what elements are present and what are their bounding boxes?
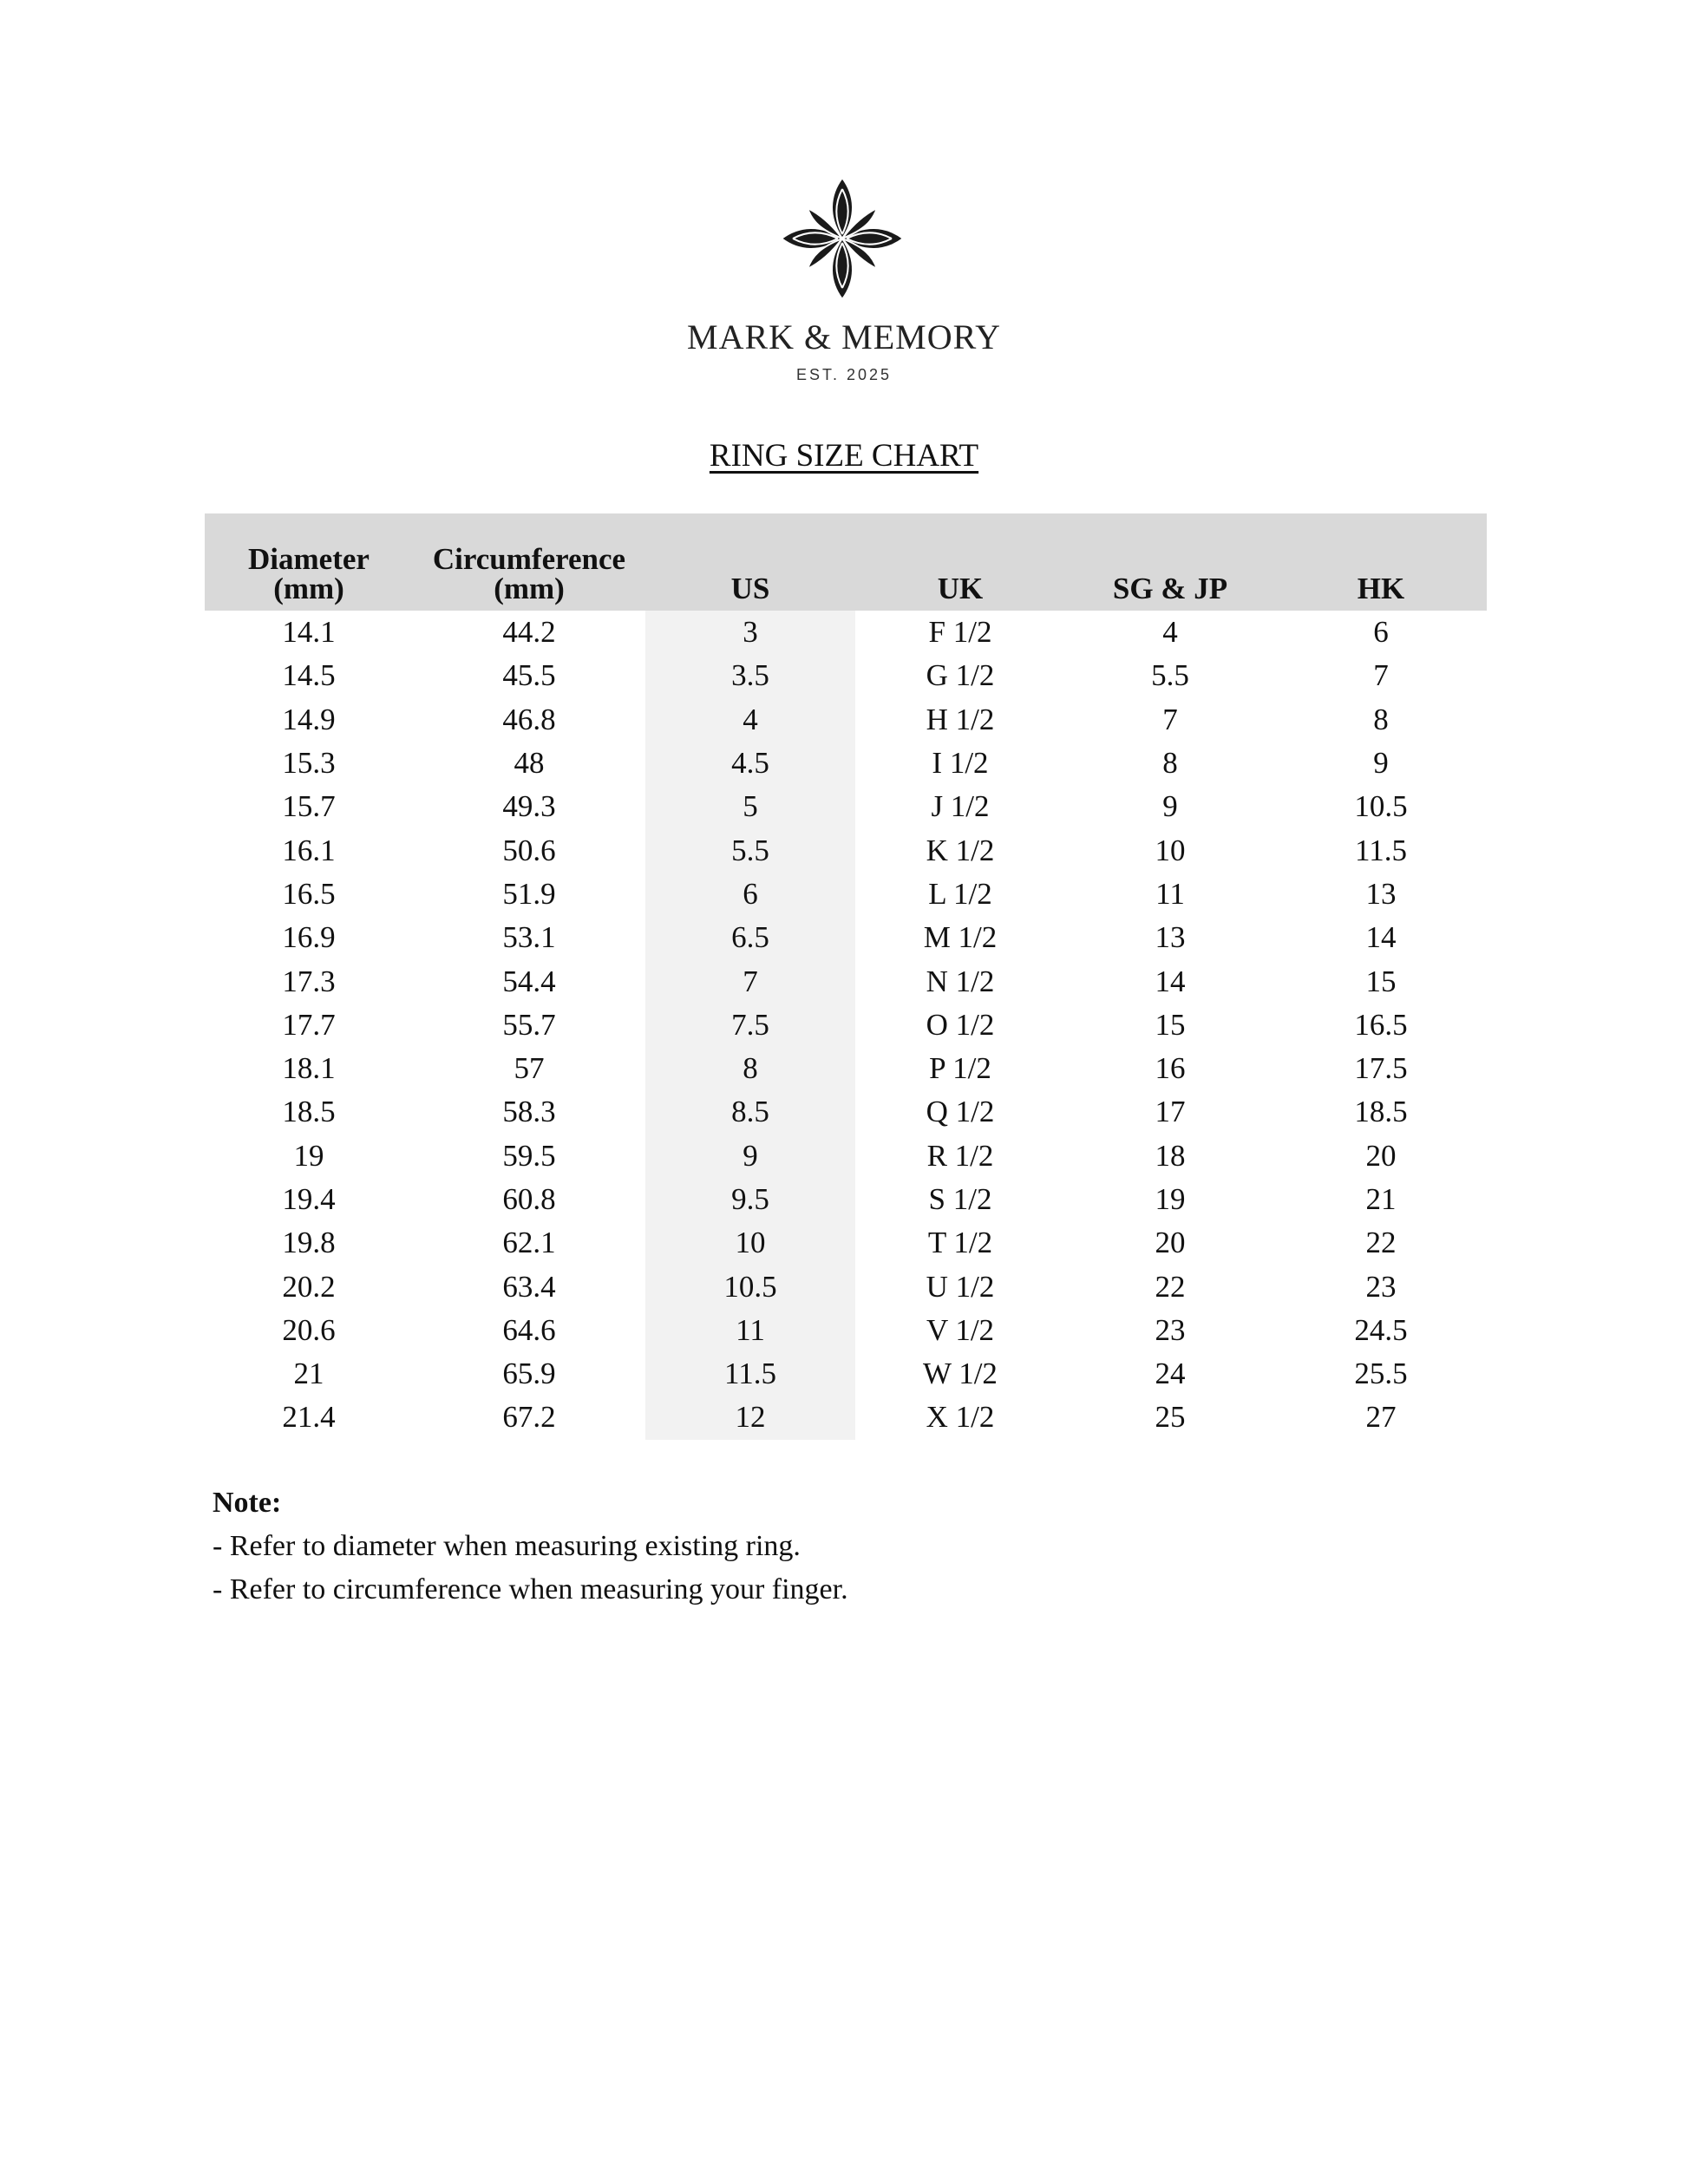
- cell-uk: L 1/2: [928, 876, 992, 911]
- note-item: - Refer to diameter when measuring existing ring.: [213, 1530, 801, 1562]
- table-row: [205, 654, 1487, 697]
- table-row: [205, 698, 1487, 742]
- cell-diameter: 16.9: [282, 920, 336, 955]
- cell-hk: 17.5: [1354, 1051, 1408, 1086]
- notes: [213, 1481, 848, 1612]
- table-row: [205, 742, 1487, 785]
- cell-sg-jp: 24: [1155, 1357, 1186, 1391]
- cell-sg-jp: 5.5: [1151, 658, 1189, 693]
- cell-circumference: 50.6: [502, 833, 556, 867]
- header-hk: HK: [1357, 572, 1405, 605]
- cell-uk: M 1/2: [923, 920, 998, 955]
- cell-uk: X 1/2: [926, 1400, 995, 1435]
- ring-size-table: [205, 513, 1487, 1440]
- header-us: US: [730, 572, 770, 605]
- table-row: [205, 1047, 1487, 1090]
- cell-hk: 27: [1365, 1400, 1397, 1435]
- cell-hk: 16.5: [1354, 1007, 1408, 1042]
- page-title: RING SIZE CHART: [709, 438, 979, 474]
- cell-diameter: 15.7: [282, 789, 336, 824]
- cell-circumference: 62.1: [502, 1226, 556, 1260]
- cell-circumference: 67.2: [502, 1400, 556, 1435]
- cell-sg-jp: 23: [1155, 1312, 1186, 1347]
- cell-uk: F 1/2: [928, 615, 992, 650]
- cell-hk: 18.5: [1354, 1095, 1408, 1129]
- cell-hk: 20: [1365, 1138, 1397, 1173]
- cell-uk: U 1/2: [926, 1269, 995, 1304]
- cell-us: 4: [743, 702, 758, 736]
- cell-diameter: 20.6: [282, 1312, 336, 1347]
- cell-uk: W 1/2: [923, 1357, 998, 1391]
- table-row: [205, 1221, 1487, 1265]
- header-circumference: Circumference (mm): [432, 542, 626, 605]
- cell-circumference: 65.9: [502, 1357, 556, 1391]
- table-row: [205, 1396, 1487, 1439]
- cell-us: 11: [736, 1312, 765, 1347]
- table-row: [205, 873, 1487, 916]
- cell-circumference: 44.2: [502, 615, 556, 650]
- cell-hk: 21: [1365, 1182, 1397, 1216]
- cell-us: 5: [743, 789, 758, 824]
- cell-sg-jp: 7: [1162, 702, 1178, 736]
- cell-circumference: 59.5: [502, 1138, 556, 1173]
- cell-sg-jp: 25: [1155, 1400, 1186, 1435]
- note-item: - Refer to circumference when measuring your finger.: [213, 1573, 848, 1605]
- cell-hk: 25.5: [1354, 1357, 1408, 1391]
- cell-diameter: 16.1: [282, 833, 336, 867]
- cell-uk: R 1/2: [926, 1138, 994, 1173]
- cell-circumference: 48: [514, 746, 545, 781]
- cell-hk: 24.5: [1354, 1312, 1408, 1347]
- cell-sg-jp: 20: [1155, 1226, 1186, 1260]
- cell-hk: 9: [1373, 746, 1389, 781]
- cell-circumference: 51.9: [502, 876, 556, 911]
- cell-uk: H 1/2: [926, 702, 995, 736]
- cell-circumference: 46.8: [502, 702, 556, 736]
- cell-uk: I 1/2: [932, 746, 989, 781]
- cell-hk: 10.5: [1354, 789, 1408, 824]
- cell-hk: 8: [1373, 702, 1389, 736]
- cell-sg-jp: 10: [1155, 833, 1186, 867]
- cell-diameter: 21: [293, 1357, 324, 1391]
- brand-established: EST. 2025: [795, 366, 893, 383]
- cell-diameter: 19.8: [282, 1226, 336, 1260]
- cell-us: 6: [743, 876, 758, 911]
- cell-uk: O 1/2: [926, 1007, 995, 1042]
- cell-uk: G 1/2: [926, 658, 995, 693]
- cell-uk: K 1/2: [926, 833, 995, 867]
- table-row: [205, 1352, 1487, 1396]
- cell-uk: S 1/2: [928, 1182, 992, 1216]
- cell-hk: 23: [1365, 1269, 1397, 1304]
- cell-diameter: 21.4: [282, 1400, 336, 1435]
- cell-sg-jp: 18: [1155, 1138, 1186, 1173]
- cell-sg-jp: 8: [1162, 746, 1178, 781]
- cell-circumference: 60.8: [502, 1182, 556, 1216]
- cell-uk: V 1/2: [926, 1312, 995, 1347]
- cell-circumference: 54.4: [502, 964, 556, 998]
- cell-us: 3.5: [731, 658, 769, 693]
- cell-us: 10.5: [723, 1269, 777, 1304]
- table-row: [205, 611, 1487, 654]
- cell-circumference: 55.7: [502, 1007, 556, 1042]
- cell-circumference: 58.3: [502, 1095, 556, 1129]
- cell-us: 5.5: [731, 833, 769, 867]
- flower-emblem-icon: [777, 173, 907, 304]
- cell-us: 3: [743, 615, 758, 650]
- cell-circumference: 63.4: [502, 1269, 556, 1304]
- table-row: [205, 1090, 1487, 1134]
- cell-sg-jp: 17: [1155, 1095, 1186, 1129]
- cell-circumference: 57: [514, 1051, 545, 1086]
- cell-diameter: 19.4: [282, 1182, 336, 1216]
- cell-sg-jp: 13: [1155, 920, 1186, 955]
- table-row: [205, 1135, 1487, 1178]
- cell-sg-jp: 14: [1155, 964, 1186, 998]
- cell-us: 8: [743, 1051, 758, 1086]
- cell-hk: 15: [1365, 964, 1397, 998]
- cell-diameter: 18.1: [282, 1051, 336, 1086]
- cell-sg-jp: 9: [1162, 789, 1178, 824]
- header-diameter: Diameter (mm): [248, 542, 370, 605]
- cell-us: 4.5: [731, 746, 769, 781]
- header-sg-jp: SG & JP: [1112, 572, 1228, 605]
- cell-diameter: 17.3: [282, 964, 336, 998]
- cell-diameter: 18.5: [282, 1095, 336, 1129]
- table-row: [205, 959, 1487, 1003]
- cell-us: 9.5: [731, 1182, 769, 1216]
- cell-us: 8.5: [731, 1095, 769, 1129]
- cell-us: 10: [735, 1226, 766, 1260]
- cell-us: 7.5: [731, 1007, 769, 1042]
- brand-name: MARK & MEMORY: [687, 317, 1001, 356]
- cell-diameter: 20.2: [282, 1269, 336, 1304]
- cell-circumference: 49.3: [502, 789, 556, 824]
- cell-uk: Q 1/2: [926, 1095, 995, 1129]
- table-row: [205, 1265, 1487, 1308]
- cell-hk: 11.5: [1355, 833, 1407, 867]
- cell-circumference: 64.6: [502, 1312, 556, 1347]
- cell-circumference: 53.1: [502, 920, 556, 955]
- cell-sg-jp: 4: [1162, 615, 1178, 650]
- cell-us: 6.5: [731, 920, 769, 955]
- cell-us: 11.5: [724, 1357, 776, 1391]
- cell-uk: J 1/2: [931, 789, 990, 824]
- table-row: [205, 1178, 1487, 1221]
- cell-sg-jp: 11: [1155, 876, 1185, 911]
- table-body: [205, 611, 1487, 1440]
- cell-circumference: 45.5: [502, 658, 556, 693]
- cell-uk: T 1/2: [927, 1226, 993, 1260]
- table-row: [205, 916, 1487, 959]
- cell-us: 9: [743, 1138, 758, 1173]
- cell-diameter: 14.1: [282, 615, 336, 650]
- cell-hk: 22: [1365, 1226, 1397, 1260]
- table-row: [205, 1004, 1487, 1047]
- cell-sg-jp: 15: [1155, 1007, 1186, 1042]
- table-row: [205, 828, 1487, 872]
- cell-diameter: 17.7: [282, 1007, 336, 1042]
- cell-diameter: 19: [293, 1138, 324, 1173]
- cell-us: 7: [743, 964, 758, 998]
- cell-hk: 6: [1373, 615, 1389, 650]
- cell-hk: 13: [1365, 876, 1397, 911]
- cell-diameter: 14.9: [282, 702, 336, 736]
- cell-hk: 14: [1365, 920, 1397, 955]
- cell-diameter: 16.5: [282, 876, 336, 911]
- note-label: Note:: [213, 1487, 282, 1519]
- cell-sg-jp: 19: [1155, 1182, 1186, 1216]
- cell-sg-jp: 22: [1155, 1269, 1186, 1304]
- cell-uk: P 1/2: [929, 1051, 991, 1086]
- cell-diameter: 15.3: [282, 746, 336, 781]
- cell-hk: 7: [1373, 658, 1389, 693]
- cell-diameter: 14.5: [282, 658, 336, 693]
- cell-sg-jp: 16: [1155, 1051, 1186, 1086]
- table-header: [205, 513, 1487, 611]
- table-row: [205, 1309, 1487, 1352]
- cell-uk: N 1/2: [926, 964, 995, 998]
- table-row: [205, 785, 1487, 828]
- header-uk: UK: [937, 572, 984, 605]
- cell-us: 12: [735, 1400, 766, 1435]
